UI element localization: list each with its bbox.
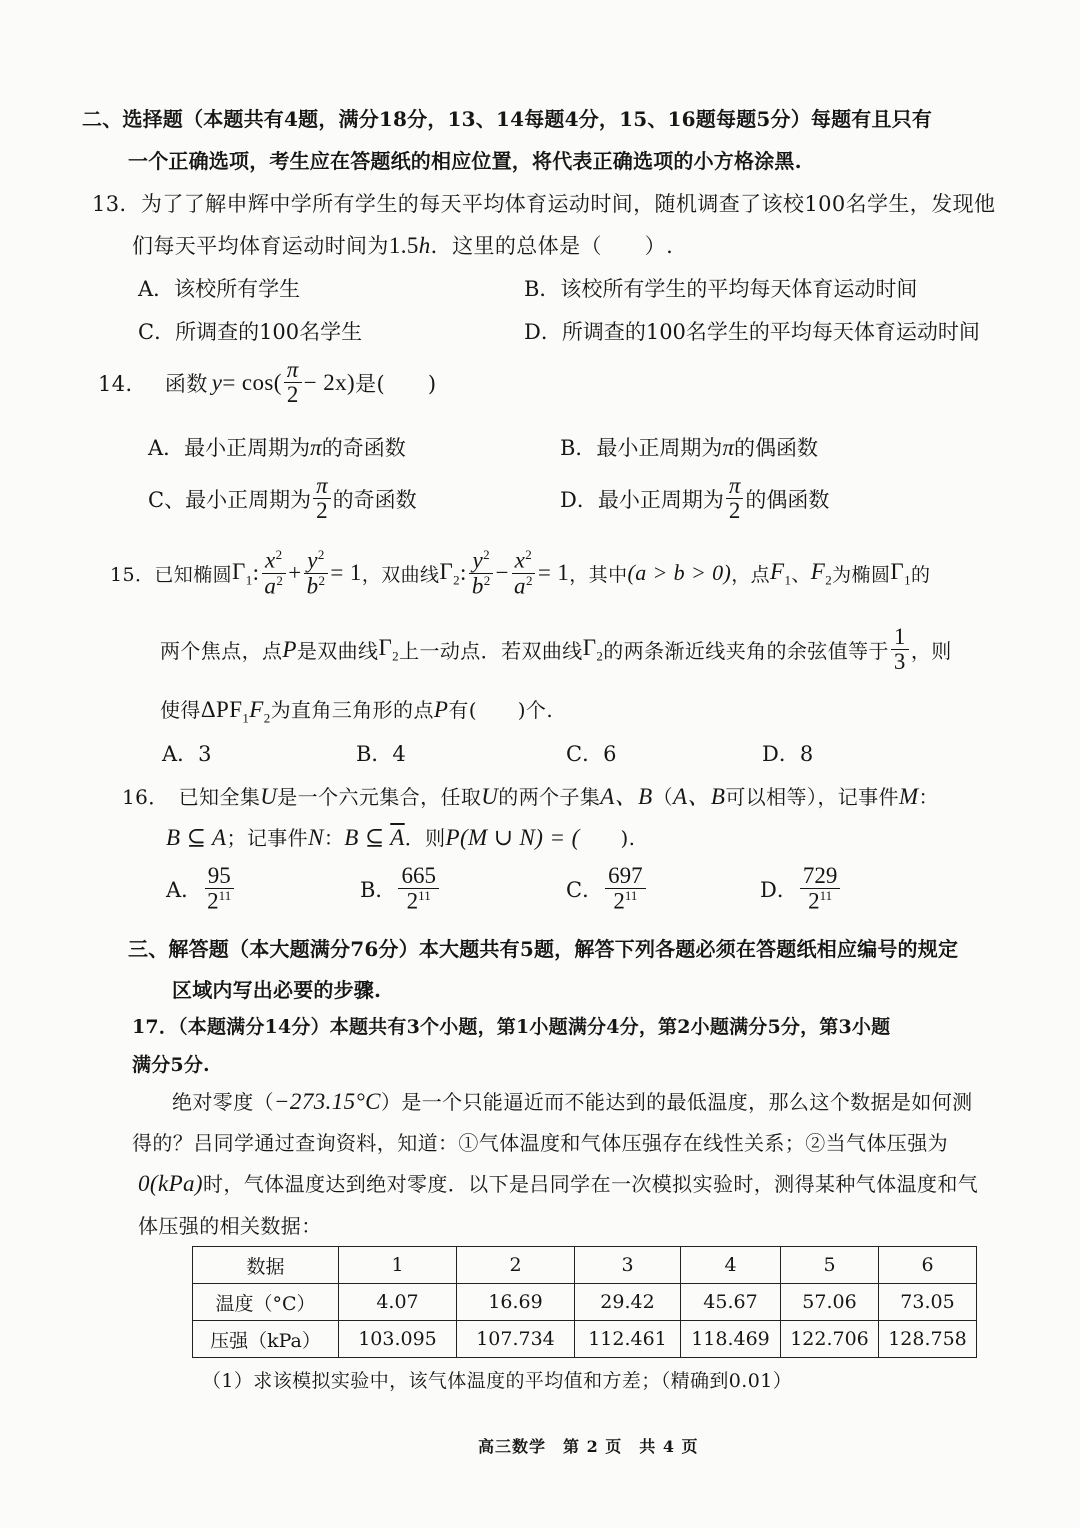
q15-stem-line3: 使得$\Delta PF_1F_2$为直角三角形的点P有( )个. bbox=[160, 697, 554, 726]
q13-option-b[interactable]: B．该校所有学生的平均每天体育运动时间 bbox=[524, 277, 918, 301]
q16-stem-line1: 16． 已知全集U是一个六元集合，任取U的两个子集A、B（A、B可以相等），记事件M： bbox=[122, 784, 939, 809]
q13-option-a[interactable]: A．该校所有学生 bbox=[138, 277, 301, 301]
q17-paragraph-line4: 体压强的相关数据： bbox=[138, 1214, 322, 1238]
q17-paragraph-line2: 得的？吕同学通过查询资料，知道：①气体温度和气体压强存在线性关系；②当气体压强为 bbox=[132, 1131, 948, 1155]
q15-stem-line1: 15． 已知椭圆 $\Gamma_1$ : $\frac{x^2}{a^2}$ + $\frac{y^2}{b^2}$ = 1 ，双曲线 $\Gamma_2$ : $\frac{y^2}{b^2}$ − $\frac{x^2}{a^2}$ = 1 ，其中 (a > b > 0) ，点 $F_1$ 、 $F_2$ 为椭圆 $\Gamma_1$ 的 bbox=[110, 547, 931, 599]
q14-option-c[interactable]: C、最小正周期为 $\frac{\pi}{2}$ 的奇函数 bbox=[148, 473, 417, 524]
q17-paragraph-line1: 绝对零度（−273.15°C）是一个只能逼近而不能达到的最低温度，那么这个数据是如何测 bbox=[172, 1089, 973, 1114]
page-footer: 高三数学 第 2 页 共 4 页 bbox=[478, 1437, 699, 1456]
q17-paragraph-line3: 0(kPa)时，气体温度达到绝对零度．以下是吕同学在一次模拟实验时，测得某种气体温度和气 bbox=[138, 1171, 979, 1196]
q15-stem-line2: 两个焦点，点 P 是双曲线 $\Gamma_2$ 上一动点．若双曲线 $\Gamma_2$ 的两条渐近线夹角的余弦值等于 $\frac{1}{3}$ ，则 bbox=[160, 624, 952, 675]
q14-option-a[interactable]: A．最小正周期为π的奇函数 bbox=[148, 435, 406, 460]
section2-heading-line2: 一个正确选项，考生应在答题纸的相应位置，将代表正确选项的小方格涂黑. bbox=[128, 149, 802, 173]
q13-stem-line2: 们每天平均体育运动时间为1.5h．这里的总体是（ ）. bbox=[132, 233, 674, 258]
q13-stem-line1: 13．为了了解申辉中学所有学生的每天平均体育运动时间，随机调查了该校100名学生，发现他 bbox=[92, 192, 996, 216]
q15-option-b[interactable]: B．4 bbox=[356, 742, 406, 766]
q15-option-d[interactable]: D．8 bbox=[762, 742, 814, 766]
q17-header-line2: 满分5分. bbox=[132, 1054, 210, 1076]
q15-option-a[interactable]: A．3 bbox=[162, 742, 212, 766]
q16-option-b[interactable]: B． $\frac{665}{2^{11}}$ bbox=[360, 864, 441, 914]
q14-stem: 14． 函数 y = cos( $\frac{\pi}{2}$ − 2x) 是( ) bbox=[98, 357, 437, 408]
q13-option-c[interactable]: C．所调查的100名学生 bbox=[138, 320, 363, 344]
table-row-temperature: 温度（°C） 4.07 16.69 29.42 45.67 57.06 73.05 bbox=[193, 1284, 977, 1321]
q15-option-c[interactable]: C．6 bbox=[566, 742, 617, 766]
section3-heading-line2: 区域内写出必要的步骤. bbox=[172, 978, 382, 1002]
q14-pi-over-2: $\frac{\pi}{2}$ bbox=[284, 358, 302, 407]
q13-option-d[interactable]: D．所调查的100名学生的平均每天体育运动时间 bbox=[524, 320, 980, 344]
section3-heading-line1: 三、解答题（本大题满分76分）本大题共有5题，解答下列各题必须在答题纸相应编号的规定 bbox=[128, 937, 959, 961]
q14-option-d[interactable]: D．最小正周期为 $\frac{\pi}{2}$ 的偶函数 bbox=[560, 473, 830, 524]
q16-option-a[interactable]: A． $\frac{95}{2^{11}}$ bbox=[166, 864, 236, 914]
q14-option-b[interactable]: B．最小正周期为π的偶函数 bbox=[560, 435, 818, 460]
table-header-row: 数据 1 2 3 4 5 6 bbox=[193, 1247, 977, 1284]
q17-header-line1: 17．（本题满分14分）本题共有3个小题，第1小题满分4分，第2小题满分5分，第3小题 bbox=[132, 1016, 891, 1038]
q16-option-d[interactable]: D． $\frac{729}{2^{11}}$ bbox=[760, 864, 842, 914]
table-row-pressure: 压强（kPa） 103.095 107.734 112.461 118.469 122.706 128.758 bbox=[193, 1321, 977, 1358]
q17-subquestion-1: （1）求该模拟实验中，该气体温度的平均值和方差；（精确到0.01） bbox=[202, 1370, 793, 1392]
q16-stem-line2: B ⊆ A；记事件N：B ⊆ $\overline{A}$．则P(M ∪ N) = ( ). bbox=[166, 825, 636, 850]
section2-heading-line1: 二、选择题（本题共有4题，满分18分，13、14每题4分，15、16题每题5分）每题有且只有 bbox=[82, 107, 933, 131]
q16-option-c[interactable]: C． $\frac{697}{2^{11}}$ bbox=[566, 864, 648, 914]
q17-data-table bbox=[192, 1246, 977, 1358]
